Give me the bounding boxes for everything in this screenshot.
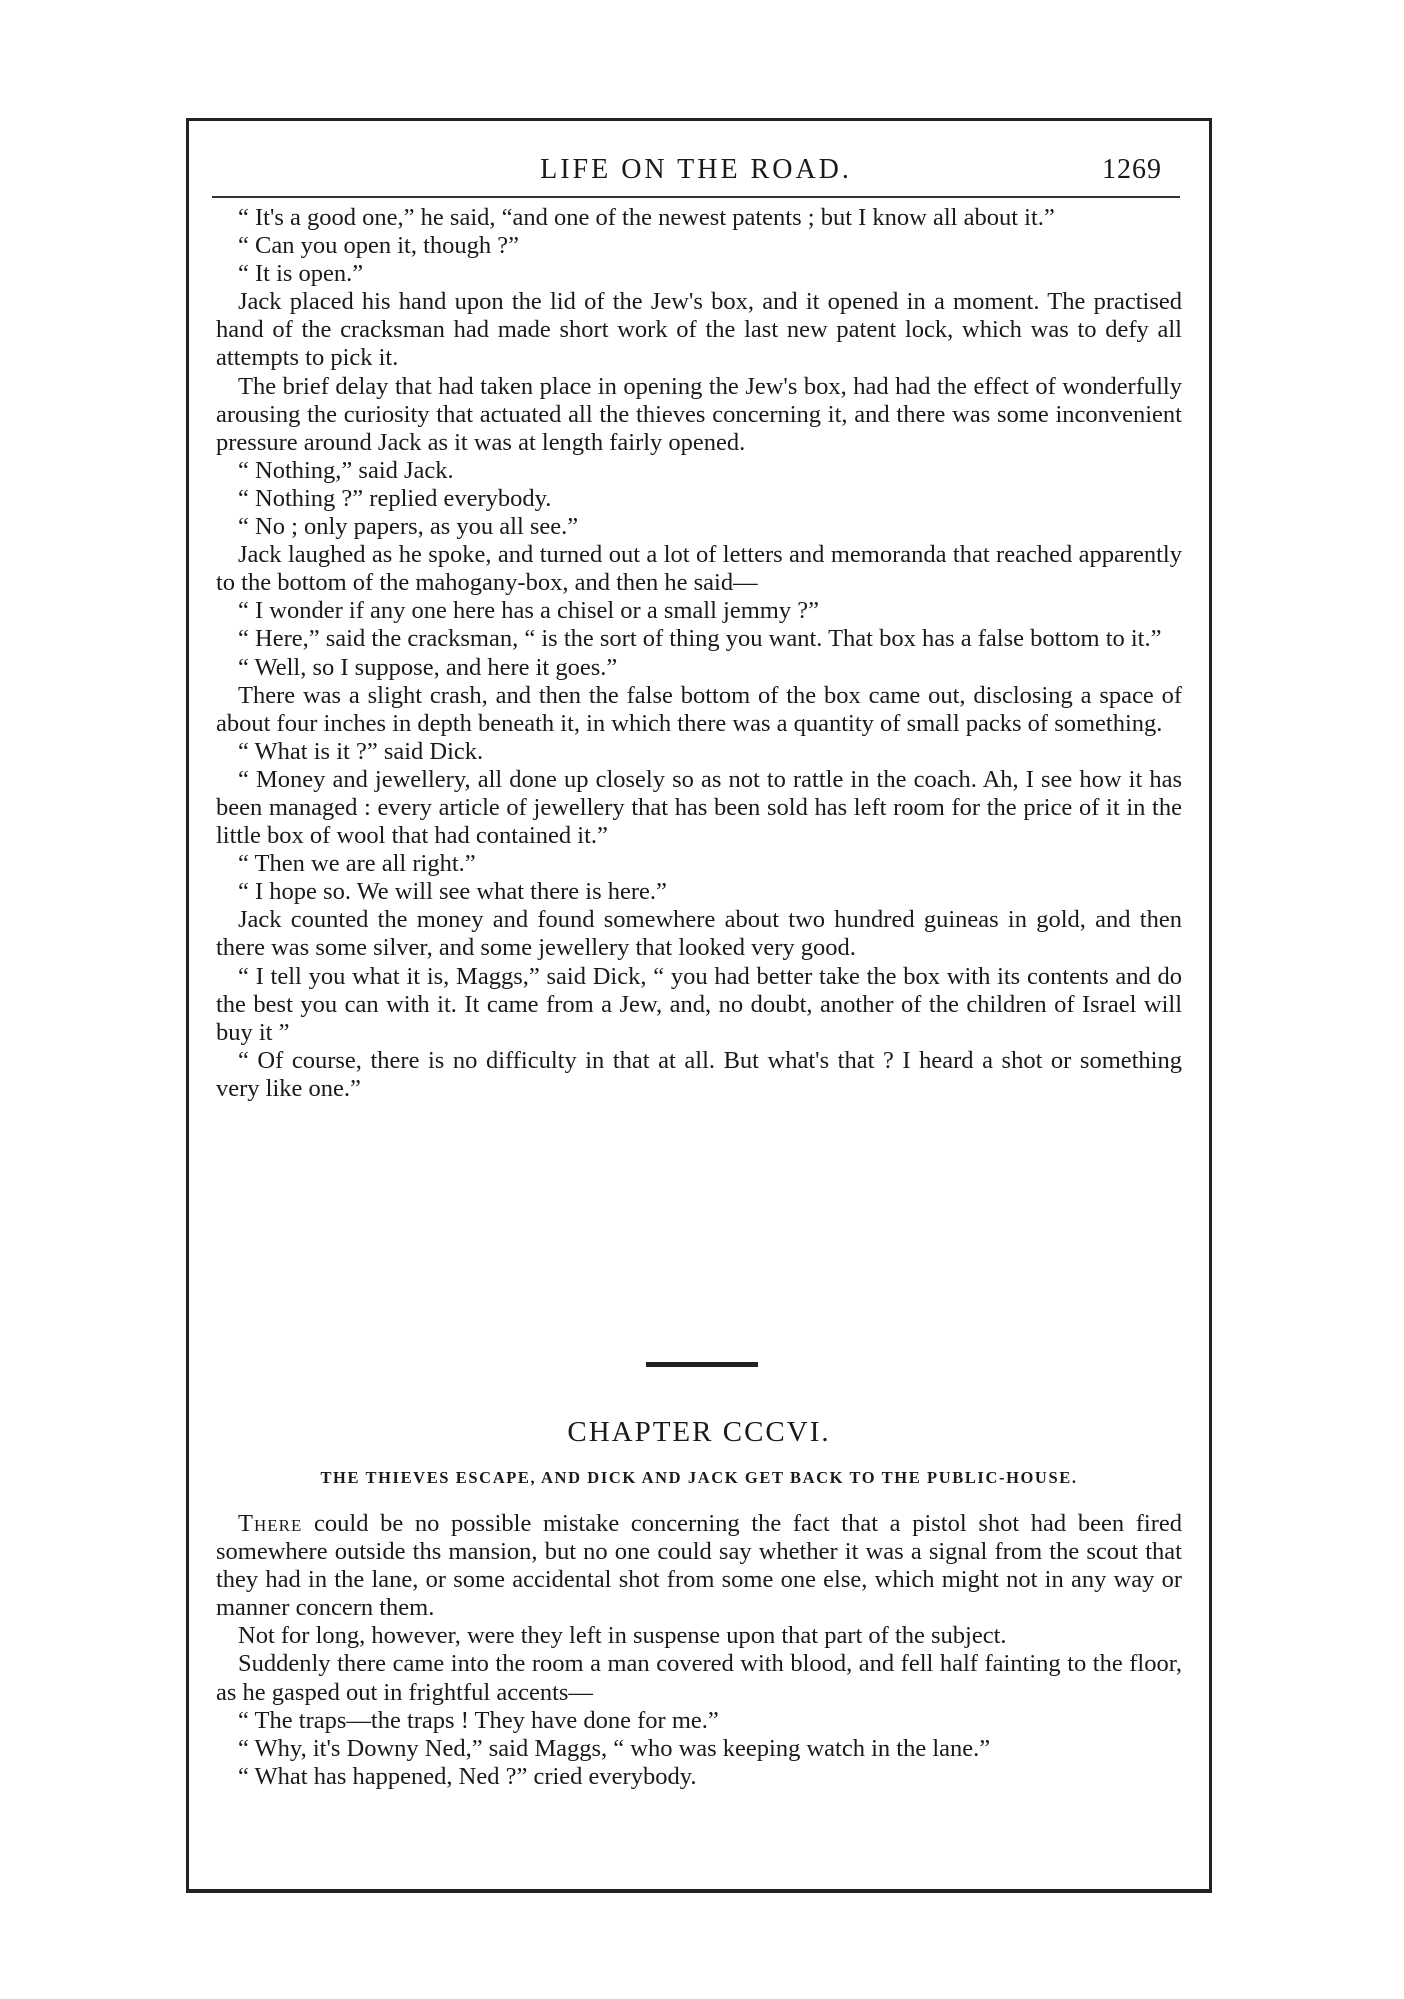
paragraph: “ I wonder if any one here has a chisel or a small jemmy ?” <box>238 597 819 625</box>
paragraph: “ Well, so I suppose, and here it goes.” <box>238 653 618 681</box>
paragraph: “ What is it ?” said Dick. <box>238 737 484 765</box>
section-divider <box>646 1362 758 1367</box>
paragraph: “ It's a good one,” he said, “and one of the newest patents ; but I know all about it.” <box>238 204 1055 231</box>
chapter-subtitle: THE THIEVES ESCAPE, AND DICK AND JACK GET BACK TO THE PUBLIC-HOUSE. <box>320 1468 1078 1487</box>
paragraph: Suddenly there came into the room a man covered with blood, and fell half fainting to the floor, as he gasped out in frightful accents— <box>216 1650 1182 1706</box>
paragraph: “ I hope so. We will see what there is here.” <box>238 878 667 906</box>
chapter-opening-paragraph <box>216 1510 1182 1622</box>
paragraph: “ Of course, there is no difficulty in that at all. But what's that ? I heard a shot or something very like one.” <box>216 1046 1182 1102</box>
paragraph: “ Money and jewellery, all done up closely so as not to rattle in the coach. Ah, I see how it has been managed : every article of jewellery that has been sold has left room for the price of it in the little box of wool that had contained it.” <box>216 765 1182 850</box>
chapter-title: CHAPTER CCCVI. <box>567 1416 831 1448</box>
paragraph: Not for long, however, were they left in suspense upon that part of the subject. <box>238 1622 1007 1650</box>
opening-paragraph-text: could be no possible mistake concerning the fact that a pistol shot had been fired somewhere outside ths mansion, but no one could say whether it was a signal from the scout that they had in the lane, or some accidental shot from some one else, which might not in any way or manner concern them. <box>216 1510 1182 1622</box>
paragraph: The brief delay that had taken place in opening the Jew's box, had had the effect of wonderfully arousing the curiosity that actuated all the thieves concerning it, and there was some inconvenient pressure around Jack as it was at length fairly opened. <box>216 372 1182 456</box>
paragraph: Jack placed his hand upon the lid of the Jew's box, and it opened in a moment. The practised hand of the cracksman had made short work of the last new patent lock, which was to defy all attempts to pick it. <box>216 288 1182 372</box>
paragraph: “ Nothing,” said Jack. <box>238 456 454 484</box>
paragraph: “ Then we are all right.” <box>238 850 476 878</box>
paragraph: “ Here,” said the cracksman, “ is the sort of thing you want. That box has a false bottom to it.” <box>238 625 1162 653</box>
paragraph: There was a slight crash, and then the false bottom of the box came out, disclosing a space of about four inches in depth beneath it, in which there was a quantity of small packs of something. <box>216 681 1182 737</box>
running-header <box>212 152 1180 198</box>
paragraph: “ It is open.” <box>238 260 364 288</box>
page-number: 1269 <box>1102 154 1162 185</box>
opening-word: There <box>238 1510 303 1537</box>
paragraph: “ What has happened, Ned ?” cried everybody. <box>238 1762 697 1790</box>
paragraph: “ No ; only papers, as you all see.” <box>238 513 579 541</box>
paragraph: Jack laughed as he spoke, and turned out a lot of letters and memoranda that reached apparently to the bottom of the mahogany-box, and then he said— <box>216 541 1182 597</box>
chapter-text <box>216 1510 1182 1791</box>
paragraph: “ The traps—the traps ! They have done for me.” <box>238 1706 719 1734</box>
running-title: LIFE ON THE ROAD. <box>540 154 852 185</box>
paragraph: Jack counted the money and found somewhere about two hundred guineas in gold, and then there was some silver, and some jewellery that looked very good. <box>216 906 1182 962</box>
paragraph: “ Nothing ?” replied everybody. <box>238 484 552 512</box>
paragraph: “ Why, it's Downy Ned,” said Maggs, “ who was keeping watch in the lane.” <box>238 1734 991 1762</box>
body-text <box>216 204 1182 1103</box>
paragraph: “ I tell you what it is, Maggs,” said Dick, “ you had better take the box with its contents and do the best you can with it. It came from a Jew, and, no doubt, another of the children of Israel will buy it ” <box>216 962 1182 1046</box>
paragraph: “ Can you open it, though ?” <box>238 232 520 260</box>
